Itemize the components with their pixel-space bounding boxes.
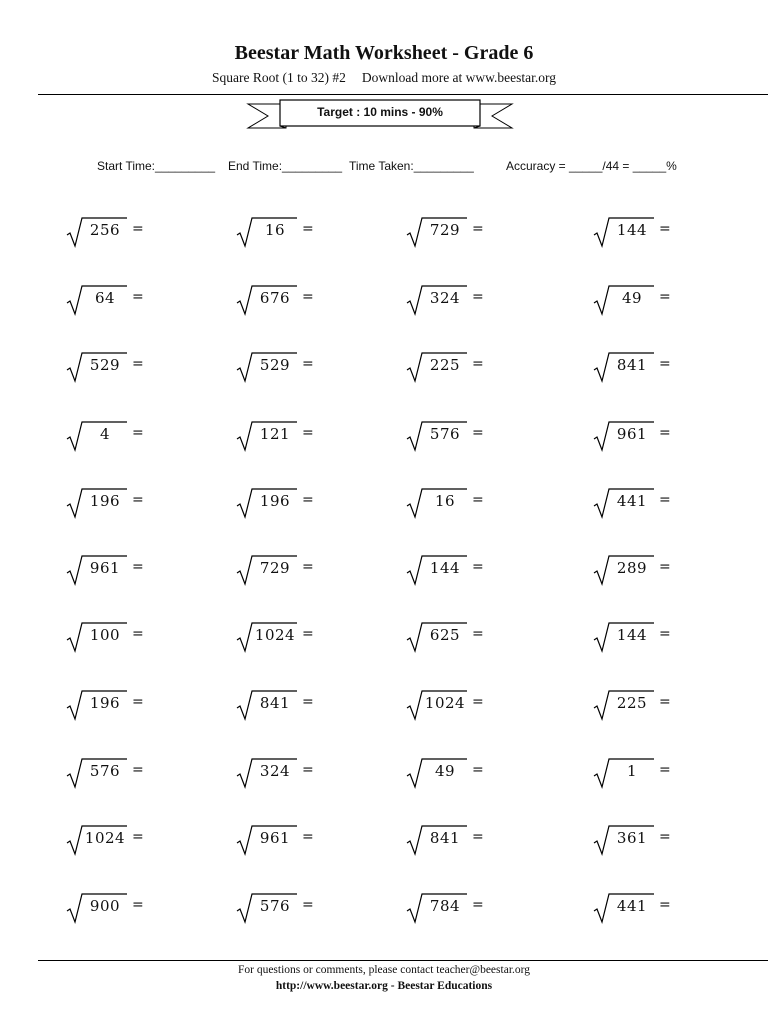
problem-item [593,418,743,454]
footer-contact: For questions or comments, please contact teacher@beestar.org [237,964,531,976]
problem-item [593,890,743,926]
equals-sign: = [302,897,314,913]
radicand-value: 841 [616,356,648,374]
footer-divider [38,960,768,961]
problem-item [593,485,743,521]
problem-item [593,755,743,791]
problem-item [66,418,216,454]
problem-item [66,619,216,655]
problem-item [593,349,743,385]
target-label: Target : 10 mins - 90% [317,105,443,119]
equals-sign: = [659,897,671,913]
equals-sign: = [472,425,484,441]
problem-item [593,687,743,723]
radicand-value: 1 [626,762,638,780]
equals-sign: = [659,425,671,441]
problem-item [66,485,216,521]
radicand-value: 196 [89,694,121,712]
problem-item [66,349,216,385]
equals-sign: = [302,425,314,441]
equals-sign: = [659,626,671,642]
equals-sign: = [472,356,484,372]
radicand-value: 576 [429,425,461,443]
page-subtitle [0,70,768,86]
problem-item [66,687,216,723]
radicand-value: 196 [89,492,121,510]
problem-item [406,282,556,318]
problem-item [406,349,556,385]
radicand-value: 225 [616,694,648,712]
time-taken-field[interactable]: Time Taken:_________ [349,159,474,173]
radicand-value: 625 [429,626,461,644]
equals-sign: = [659,289,671,305]
problem-item [236,890,386,926]
equals-sign: = [132,492,144,508]
radicand-value: 49 [434,762,456,780]
problem-item [66,214,216,250]
equals-sign: = [472,559,484,575]
radicand-value: 196 [259,492,291,510]
radicand-value: 529 [259,356,291,374]
worksheet-topic: Square Root (1 to 32) #2 [211,70,346,85]
equals-sign: = [132,694,144,710]
download-link-text: Download more at www.beestar.org [361,70,557,85]
radicand-value: 100 [89,626,121,644]
problem-item [66,552,216,588]
equals-sign: = [659,221,671,237]
problem-item [406,822,556,858]
radicand-value: 729 [259,559,291,577]
problem-item [593,619,743,655]
radicand-value: 784 [429,897,461,915]
problem-item [406,418,556,454]
radicand-value: 289 [616,559,648,577]
problem-item [66,890,216,926]
problem-item [236,485,386,521]
problem-item [236,552,386,588]
equals-sign: = [132,626,144,642]
radicand-value: 361 [616,829,648,847]
problem-item [406,755,556,791]
problem-item [66,755,216,791]
problem-item [236,687,386,723]
equals-sign: = [472,492,484,508]
radicand-value: 1024 [424,694,466,712]
problem-item [236,282,386,318]
equals-sign: = [302,829,314,845]
radicand-value: 64 [94,289,116,307]
problem-item [66,282,216,318]
equals-sign: = [659,492,671,508]
radicand-value: 961 [89,559,121,577]
problem-item [593,214,743,250]
problem-item [236,619,386,655]
radicand-value: 576 [89,762,121,780]
radicand-value: 841 [429,829,461,847]
equals-sign: = [472,897,484,913]
equals-sign: = [302,289,314,305]
radicand-value: 676 [259,289,291,307]
problem-item [236,755,386,791]
problem-item [406,890,556,926]
radicand-value: 256 [89,221,121,239]
equals-sign: = [302,762,314,778]
problem-item [66,822,216,858]
radicand-value: 529 [89,356,121,374]
radicand-value: 16 [264,221,286,239]
radicand-value: 441 [616,897,648,915]
equals-sign: = [659,762,671,778]
radicand-value: 1024 [84,829,126,847]
equals-sign: = [659,559,671,575]
problem-item [406,485,556,521]
equals-sign: = [132,221,144,237]
problem-item [593,552,743,588]
radicand-value: 121 [259,425,291,443]
radicand-value: 576 [259,897,291,915]
radicand-value: 144 [616,221,648,239]
radicand-value: 144 [616,626,648,644]
start-time-field[interactable]: Start Time:_________ [97,159,216,173]
equals-sign: = [132,425,144,441]
problem-item [236,418,386,454]
radicand-value: 225 [429,356,461,374]
equals-sign: = [302,221,314,237]
problem-item [406,552,556,588]
equals-sign: = [659,356,671,372]
radicand-value: 961 [259,829,291,847]
problem-item [236,349,386,385]
equals-sign: = [472,829,484,845]
radicand-value: 324 [259,762,291,780]
equals-sign: = [472,221,484,237]
radicand-value: 144 [429,559,461,577]
accuracy-field[interactable]: Accuracy = _____/44 = _____% [506,159,677,173]
footer-site: http://www.beestar.org - Beestar Educations [275,980,493,992]
problem-item [406,619,556,655]
equals-sign: = [659,694,671,710]
end-time-field[interactable]: End Time:_________ [228,159,343,173]
radicand-value: 729 [429,221,461,239]
equals-sign: = [472,289,484,305]
equals-sign: = [302,626,314,642]
problem-item [593,822,743,858]
equals-sign: = [132,356,144,372]
equals-sign: = [302,694,314,710]
equals-sign: = [132,897,144,913]
radicand-value: 841 [259,694,291,712]
header-divider [38,94,768,95]
equals-sign: = [132,289,144,305]
equals-sign: = [132,559,144,575]
radicand-value: 4 [99,425,111,443]
equals-sign: = [472,694,484,710]
equals-sign: = [472,626,484,642]
equals-sign: = [132,762,144,778]
equals-sign: = [472,762,484,778]
equals-sign: = [302,559,314,575]
equals-sign: = [659,829,671,845]
problem-item [593,282,743,318]
problem-item [236,822,386,858]
radicand-value: 961 [616,425,648,443]
equals-sign: = [302,356,314,372]
problem-item [236,214,386,250]
radicand-value: 324 [429,289,461,307]
problem-item [406,214,556,250]
radicand-value: 16 [434,492,456,510]
problem-item [406,687,556,723]
radicand-value: 441 [616,492,648,510]
equals-sign: = [132,829,144,845]
page-title: Beestar Math Worksheet - Grade 6 [234,42,534,64]
radicand-value: 49 [621,289,643,307]
radicand-value: 1024 [254,626,296,644]
radicand-value: 900 [89,897,121,915]
equals-sign: = [302,492,314,508]
